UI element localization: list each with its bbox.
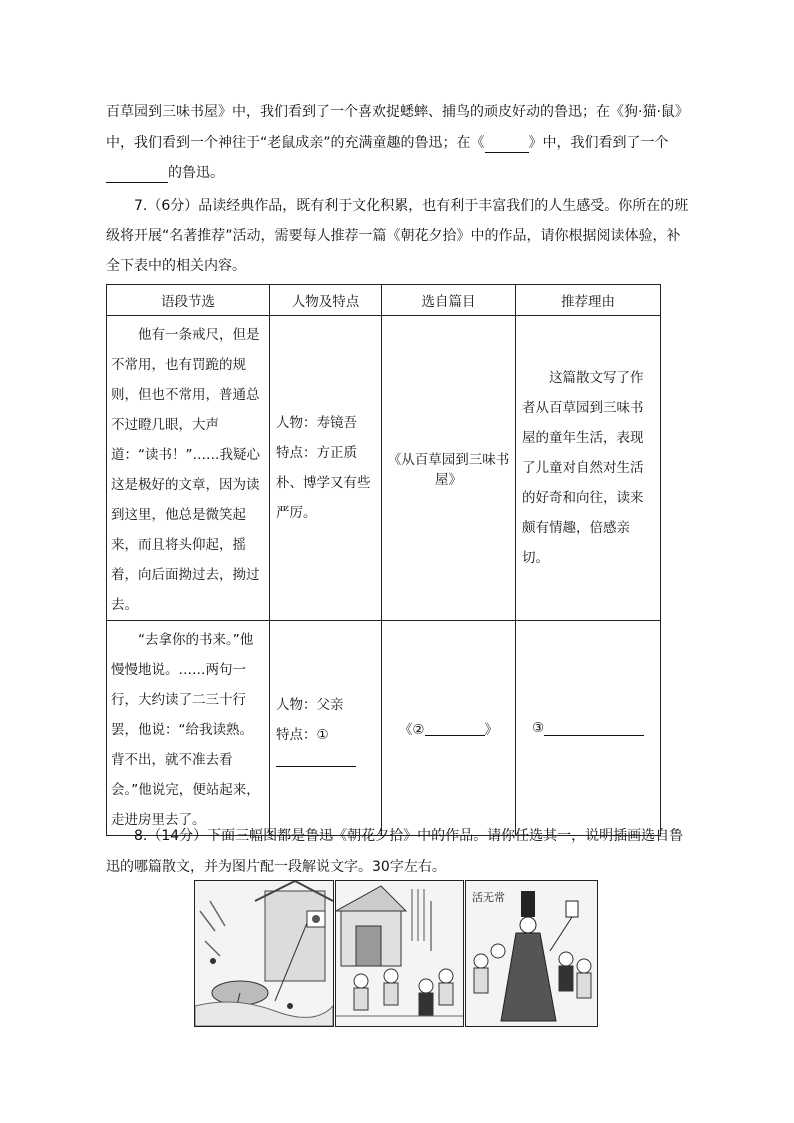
source-suffix: 》 [484,722,499,738]
intro-line-1: 百草园到三味书屋》中，我们看到了一个喜欢捉蟋蟀、捕鸟的顽皮好动的鲁迅；在《狗·猫·鼠》 [106,104,689,120]
answer-blank-2[interactable] [425,721,485,736]
reason-prefix: ③ [531,720,545,736]
procession-drawing [466,881,597,1026]
excerpt-text-1: 他有一条戒尺，但是不常用，也有罚跪的规则，但也不常用，普通总不过瞪几眼，大声道：“读书！”……我疑心这是极好的文章，因为读到这里，他总是微笑起来，而且将头仰起，摇着，向后面拗过去，拗过去。 [111,327,260,613]
answer-blank-description[interactable] [106,168,168,183]
table-row [107,316,661,621]
person-name-1: 人物：寿镜吾 [276,415,357,431]
header-person: 人物及特点 [270,285,382,316]
snow-bird-trap-illustration [194,880,334,1027]
reason-cell [516,316,661,621]
intro-line-2 [106,133,669,153]
excerpt-text-2: “去拿你的书来。”他慢慢地说。……两句一行，大约读了二三十行罢，他说：“给我读熟。背不出，就不准去看会。”他说完，便站起来，走进房里去了。 [111,632,260,828]
table-header-row [107,285,661,316]
person-trait-1: 特点：方正质朴、博学又有些严厉。 [276,445,371,521]
q7-line-1: 7.（6分）品读经典作品，既有利于文化积累，也有利于丰富我们的人生感受。你所在的班 [134,198,689,214]
source-text-2 [382,718,515,738]
q8-line-2: 迅的哪篇散文，并为图片配一段解说文字。30字左右。 [106,859,446,875]
q7-line-3: 全下表中的相关内容。 [106,258,246,274]
person-trait-2 [276,720,375,767]
answer-blank-title[interactable] [485,138,529,153]
source-cell [382,316,516,621]
answer-blank-1[interactable] [276,752,356,767]
header-source: 选自篇目 [382,285,516,316]
schoolyard-drawing [336,881,463,1026]
person-trait-2-label: 特点：① [276,726,329,743]
excerpt-cell [107,621,270,836]
q8-line-1: 8.（14分）下面三幅图都是鲁迅《朝花夕拾》中的作品。请你任选其一，说明插画选自鲁 [134,828,684,844]
snow-scene-drawing [195,881,333,1026]
intro-line-3-text: 的鲁迅。 [168,165,224,181]
q7-line-2: 级将开展“名著推荐”活动，需要每人推荐一篇《朝花夕拾》中的作品，请你根据阅读体验，补 [106,228,681,244]
excerpt-cell [107,316,270,621]
person-name-2: 人物：父亲 [276,696,344,713]
recommendation-table [106,284,661,836]
reason-cell [516,621,661,836]
illustration-caption: 活无常 [472,891,505,904]
source-cell [382,621,516,836]
source-prefix: 《② [398,722,425,738]
schoolyard-children-illustration [335,880,464,1027]
procession-wuchang-illustration [465,880,598,1027]
table-row [107,621,661,836]
header-reason: 推荐理由 [516,285,661,316]
intro-line-2-a: 中，我们看到一个神往于“老鼠成亲”的充满童趣的鲁迅；在《 [106,135,485,151]
intro-line-3 [106,163,224,183]
reason-text-2 [516,720,660,736]
person-cell [270,316,382,621]
header-excerpt: 语段节选 [107,285,270,316]
reason-text-1: 这篇散文写了作者从百草园到三味书屋的童年生活，表现了儿童对自然对生活的好奇和向往，读来颇有情趣，倍感亲切。 [522,370,644,566]
source-text-1: 《从百草园到三味书屋》 [387,452,510,488]
intro-line-2-b: 》中，我们看到了一个 [528,135,669,151]
answer-blank-3[interactable] [544,721,644,736]
person-cell [270,621,382,836]
